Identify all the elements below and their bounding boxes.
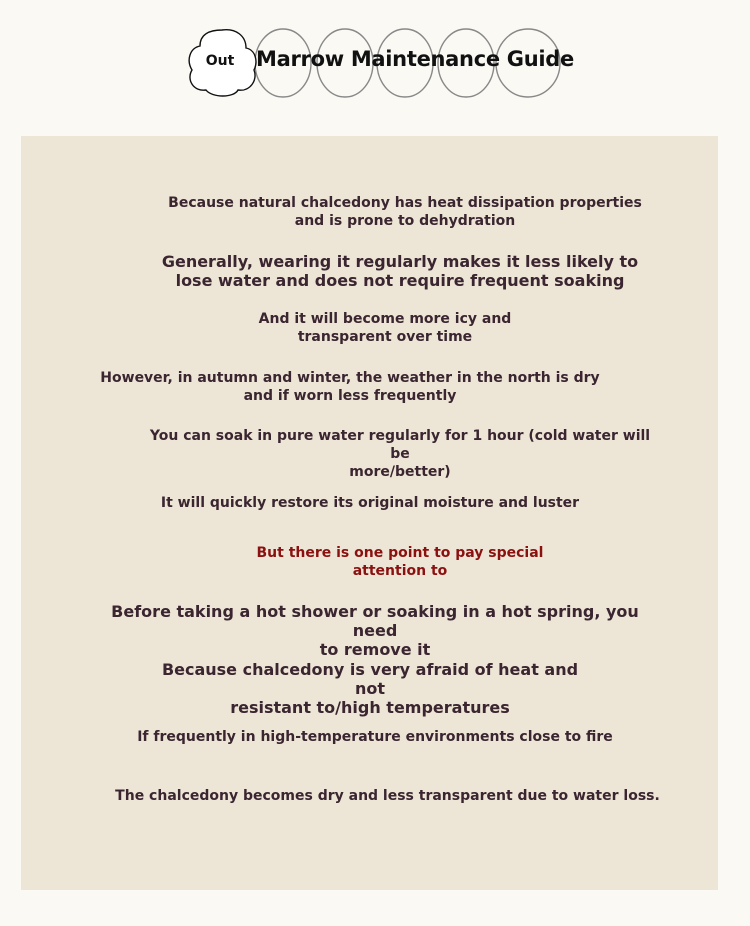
badge-label: Out	[205, 53, 235, 69]
content-panel	[21, 136, 718, 890]
text-line: It will quickly restore its original moisture and luster	[160, 495, 580, 511]
text-line: However, in autumn and winter, the weather in the north is dry and if worn less frequently	[100, 370, 600, 404]
text-line: The chalcedony becomes dry and less transparent due to water loss.	[115, 788, 660, 804]
text-line: And it will become more icy and transparent over time	[258, 311, 512, 345]
text-line: Generally, wearing it regularly makes it less likely to lose water and does not require frequent soaking	[161, 252, 639, 290]
text-line: Because chalcedony is very afraid of heat and not resistant to/high temperatures	[161, 660, 579, 717]
text-line: Because natural chalcedony has heat dissipation properties and is prone to dehydration	[168, 195, 642, 229]
text-line: If frequently in high-temperature environments close to fire	[137, 729, 613, 745]
text-line: You can soak in pure water regularly for 1 hour (cold water will be more/better)	[149, 428, 651, 480]
header	[0, 0, 750, 130]
highlight-line: But there is one point to pay special attention to	[256, 545, 544, 579]
text-line: Before taking a hot shower or soaking in a hot spring, you need to remove it	[111, 602, 639, 659]
page-title: Marrow Maintenance Guide	[256, 47, 574, 71]
